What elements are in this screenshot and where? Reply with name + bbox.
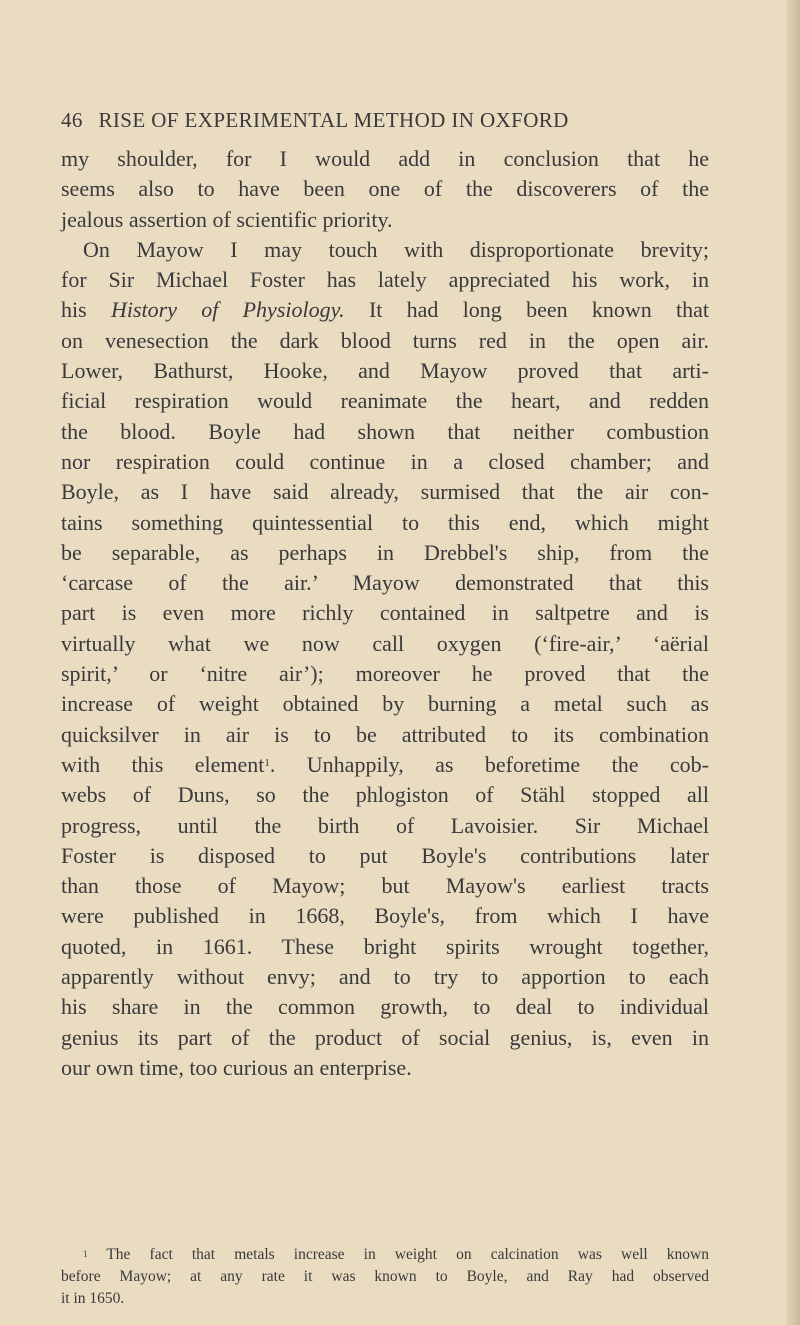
text-line: were published in 1668, Boyle's, from which I have xyxy=(61,903,709,929)
text-line: seems also to have been one of the discoverers of the xyxy=(61,176,709,202)
text-line: for Sir Michael Foster has lately appreciated his work, in xyxy=(61,267,709,293)
text-line: be separable, as perhaps in Drebbel's ship, from the xyxy=(61,539,709,565)
text-line: my shoulder, for I would add in conclusion that he xyxy=(61,146,709,171)
text-line: increase of weight obtained by burning a metal such as xyxy=(61,691,709,717)
text-line: tains something quintessential to this end, which might xyxy=(61,509,709,535)
text-line: his History of Physiology. It had long been known that xyxy=(61,297,710,323)
text-line: with this element$^1$. Unhappily, as beforetime the cob- xyxy=(61,751,709,777)
text-line: part is even more richly contained in saltpetre and is xyxy=(61,600,709,626)
text-line: Foster is disposed to put Boyle's contributions later xyxy=(61,842,709,868)
text-line: ‘carcase of the air.’ Mayow demonstrated that this xyxy=(61,570,709,596)
running-header xyxy=(61,108,701,133)
text-line: on venesection the dark blood turns red in the open air. xyxy=(61,327,709,353)
text-line: the blood. Boyle had shown that neither combustion xyxy=(61,418,709,444)
text-line: quoted, in 1661. These bright spirits wrought together, xyxy=(61,933,709,959)
text-line: ficial respiration would reanimate the heart, and redden xyxy=(61,388,709,414)
text-line: apparently without envy; and to try to apportion to each xyxy=(61,964,709,990)
text-line: his share in the common growth, to deal to individual xyxy=(61,994,709,1020)
text-line: Lower, Bathurst, Hooke, and Mayow proved that arti- xyxy=(61,358,709,384)
footnote-marker: 1 xyxy=(83,1249,88,1259)
footnote-line: before Mayow; at any rate it was known to Boyle, and Ray had observed xyxy=(61,1268,709,1285)
body-text xyxy=(61,144,709,1083)
footnote-reference[interactable]: 1 xyxy=(264,756,270,769)
text-line: nor respiration could continue in a closed chamber; and xyxy=(61,448,709,474)
text-line: virtually what we now call oxygen (‘fire-air,’ ‘aërial xyxy=(61,630,709,656)
text-line: webs of Duns, so the phlogiston of Stähl stopped all xyxy=(61,782,709,808)
text-line: progress, until the birth of Lavoisier. Sir Michael xyxy=(61,812,709,838)
page-edge-shadow xyxy=(786,0,800,1325)
footnote-line: it in 1650. xyxy=(61,1290,125,1307)
page-number: 46 xyxy=(61,108,83,132)
text-line: Boyle, as I have said already, surmised that the air con- xyxy=(61,479,709,505)
running-title: RISE OF EXPERIMENTAL METHOD IN OXFORD xyxy=(98,108,569,132)
book-title: History of Physiology. xyxy=(110,297,345,323)
text-line: jealous assertion of scientific priority. xyxy=(61,206,393,232)
text-line: our own time, too curious an enterprise. xyxy=(61,1054,412,1080)
footnote-line: $^1$ The fact that metals increase in weight on calcination was well known xyxy=(83,1246,709,1263)
text-line: spirit,’ or ‘nitre air’); moreover he proved that the xyxy=(61,661,709,687)
text-line: than those of Mayow; but Mayow's earliest tracts xyxy=(61,873,709,899)
footnote xyxy=(61,1244,709,1310)
text-line: quicksilver in air is to be attributed to its combination xyxy=(61,721,709,747)
paragraph-start-line: On Mayow I may touch with disproportionate brevity; xyxy=(83,236,709,262)
text-line: genius its part of the product of social genius, is, even in xyxy=(61,1024,709,1050)
